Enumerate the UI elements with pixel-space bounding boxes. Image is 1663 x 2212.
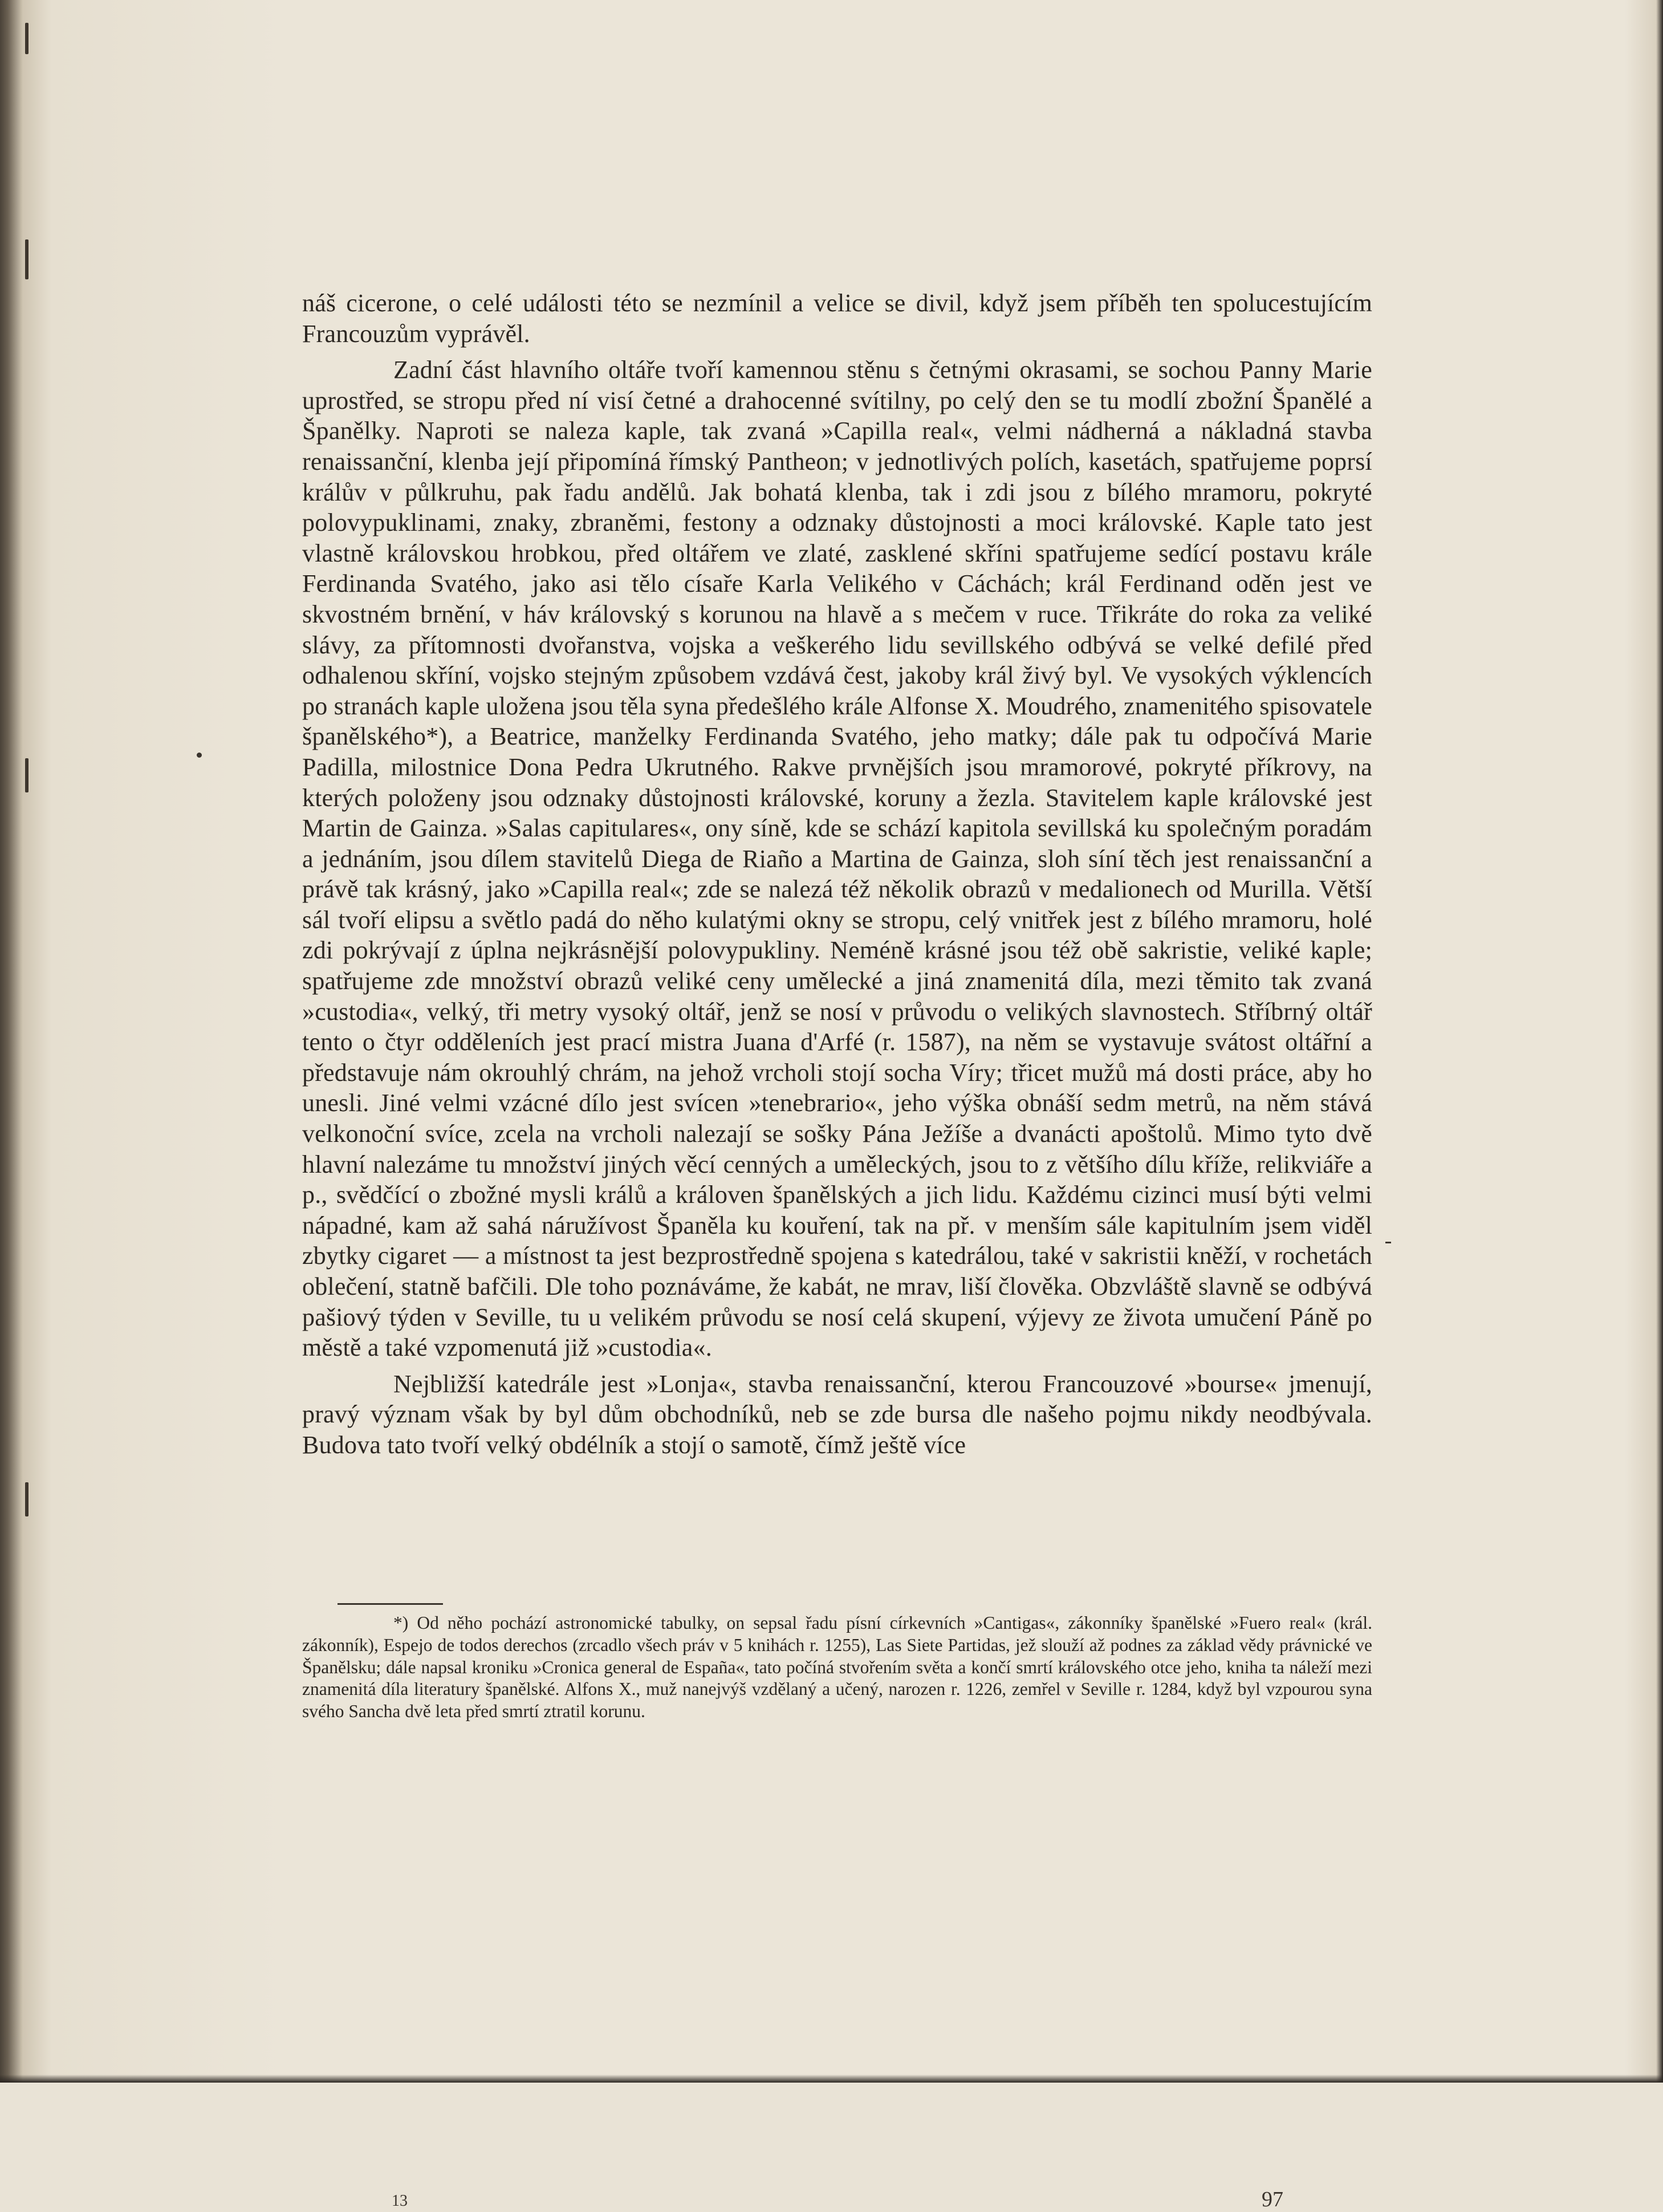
spine-mark bbox=[25, 239, 29, 279]
paragraph: Nejbližší katedrále jest »Lonja«, stavba renaissanční, kterou Francouzové »bourse« jmenují, pravý význam však by byl dům obchodníků, neb se zde bursa dle našeho pojmu nikdy neodbývala. Budova tato tvoří velký obdélník a stojí o samotě, čímž ještě více bbox=[302, 1369, 1372, 1459]
footnote-rule bbox=[338, 1603, 443, 1605]
spine-mark bbox=[25, 1482, 29, 1516]
margin-dash bbox=[1385, 1242, 1391, 1243]
page-bottom-edge bbox=[0, 2075, 1663, 2083]
main-text bbox=[302, 288, 1372, 1461]
paragraph: náš cicerone, o celé události této se nezmínil a velice se divil, když jsem příběh ten spolucestujícím Francouzům vyprávěl. bbox=[302, 289, 1372, 348]
spine-mark bbox=[25, 758, 29, 792]
spine-mark bbox=[25, 23, 29, 54]
sheet-signature: 13 bbox=[392, 2192, 408, 2210]
page-number: 97 bbox=[1262, 2187, 1283, 2211]
paragraph: Zadní část hlavního oltáře tvoří kamennou stěnu s četnými okrasami, se sochou Panny Marie uprostřed, se stropu před ní visí četné a drahocenné svítilny, po celý den se tu modlí zbožní Španělé a Španělky. Naproti se naleza kaple, tak zvaná »Capilla real«, velmi nádherná a nákladná stavba renaissanční, klenba její připomíná římský Pantheon; v jednotlivých polích, kasetách, spatřujeme poprsí králův v půlkruhu, pak řadu andělů. Jak bohatá klenba, tak i zdi jsou z bílého mramoru, pokryté polovypuklinami, znaky, zbraněmi, festony a odznaky důstojnosti a moci královské. Kaple tato jest vlastně královskou hrobkou, před oltářem ve zlaté, zasklené skříni spatřujeme sedící postavu krále Ferdinanda Svatého, jako asi tělo císaře Karla Velikého v Cáchách; král Ferdinand oděn jest ve skvostném brnění, v háv královský s korunou na hlavě a s mečem v ruce. Třikráte do roka za veliké slávy, za přítomnosti dvořanstva, vojska a veškerého lidu sevillského odbývá se velké defilé před odhalenou skříní, vojsko stejným způsobem vzdává čest, jakoby král živý byl. Ve vysokých výklencích po stranách kaple uložena jsou těla syna předešlého krále Alfonse X. Moudrého, znamenitého spisovatele španělského*), a Beatrice, manželky Ferdinanda Svatého, jeho matky; dále pak tu odpočívá Marie Padilla, milostnice Dona Pedra Ukrutného. Rakve prvnějších jsou mramorové, pokryté příkrovy, na kterých položeny jsou odznaky důstojnosti královské, koruny a žezla. Stavitelem kaple královské jest Martin de Gainza. »Salas capitulares«, ony síně, kde se schází kapitola sevillská ku společným poradám a jednáním, jsou dílem stavitelů Diega de Riaño a Martina de Gainza, sloh síní těch jest renaissanční a právě tak krásný, jako »Capilla real«; zde se nalezá též několik obrazů v medalionech od Murilla. Větší sál tvoří elipsu a světlo padá do něho kulatými okny se stropu, celý vnitřek jest z bílého mramoru, holé zdi pokrývají z úplna nejkrásnější polovypukliny. Neméně krásné jsou též obě sakristie, veliké kaple; spatřujeme zde množství obrazů veliké ceny umělecké a jiná znamenitá díla, mezi těmito tak zvaná »custodia«, velký, tři metry vysoký oltář, jenž se nosí v průvodu o velikých slavnostech. Stříbrný oltář tento o čtyr odděleních jest prací mistra Juana d'Arfé (r. 1587), na něm se vystavuje svátost oltářní a představuje nám okrouhlý chrám, na jehož vrcholi stojí socha Víry; třicet mužů má dosti práce, aby ho unesli. Jiné velmi vzácné dílo jest svícen »tenebrario«, jeho výška obnáší sedm metrů, na něm stává velkonoční svíce, zcela na vrcholi nalezají se sošky Pána Ježíše a dvanácti apoštolů. Mimo tyto dvě hlavní nalezáme tu množství jiných věcí cenných a uměleckých, jsou to z většího dílu kříže, relikviáře a p., svědčící o zbožné mysli králů a královen španělských a jich lidu. Každému cizinci musí býti velmi nápadné, kam až sahá náružívost Španěla ku kouření, tak na př. v menším sále kapitulním jsem viděl zbytky cigaret — a místnost ta jest bezprostředně spojena s katedrálou, také v sakristii kněží, v rochetách oblečení, statně bafčili. Dle toho poznáváme, že kabát, ne mrav, liší člověka. Obzvláště slavně se odbývá pašiový týden v Seville, tu u velikém průvodu se nosí celá skupení, výjevy ze života umučení Páně po městě a také vzpomenutá již »custodia«. bbox=[302, 356, 1372, 1362]
margin-dot bbox=[197, 753, 202, 758]
footnote: *) Od něho pochází astronomické tabulky, on sepsal řadu písní církevních »Cantigas«, zákonníky španělské »Fuero real« (král. zákonník), Espejo de todos derechos (zrcadlo všech práv v 5 knihách r. 1255), Las Siete Partidas, jež slouží až podnes za základ vědy právnické ve Španělsku; dále napsal kroniku »Cronica general de España«, tato počíná stvořením světa a končí smrtí královského otce jeho, kniha ta náleží mezi znamenitá díla literatury španělské. Alfons X., muž nanejvýš vzdělaný a učený, narozen r. 1226, zemřel v Seville r. 1284, když byl vzpourou syna svého Sancha dvě leta před smrtí ztratil korunu. bbox=[302, 1613, 1372, 1722]
